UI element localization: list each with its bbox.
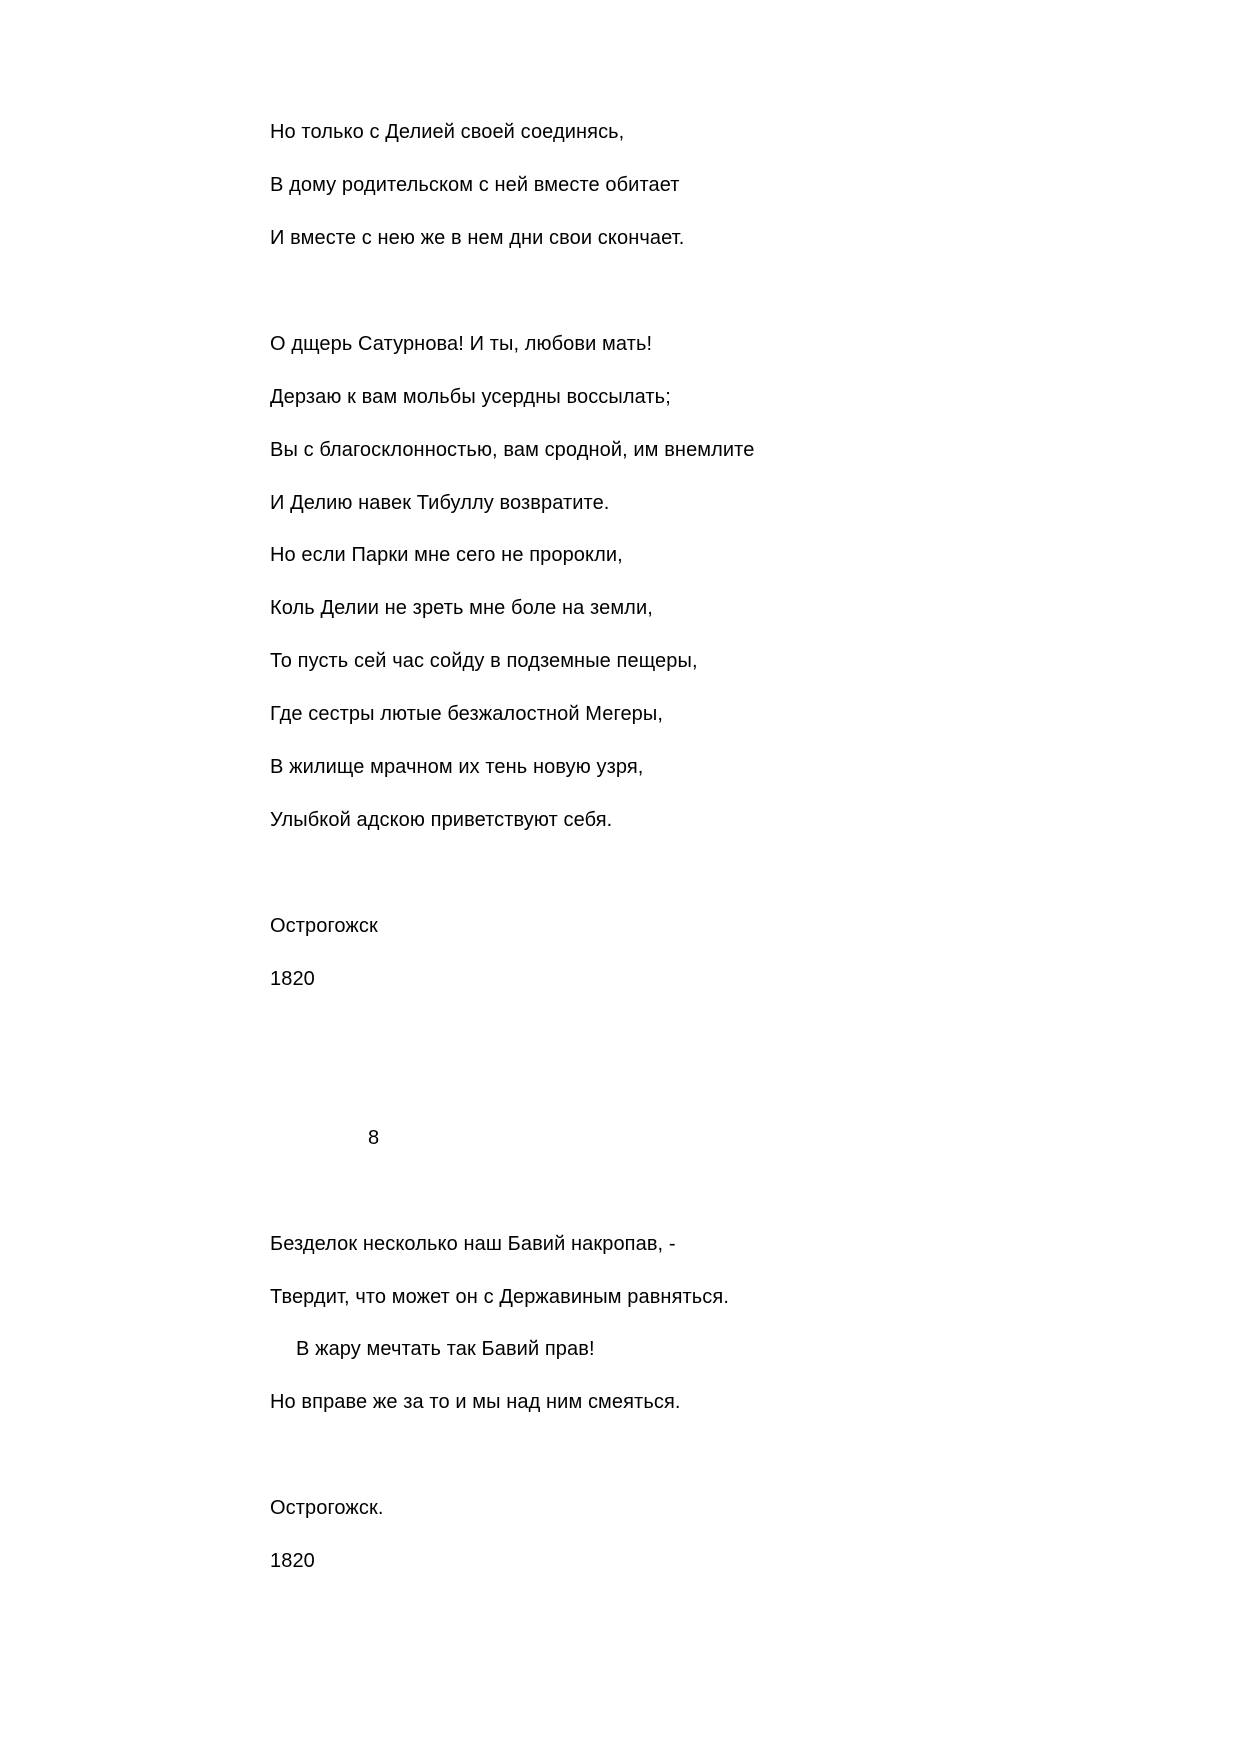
poem1-line-5: Дерзаю к вам мольбы усердны воссылать;: [270, 386, 671, 408]
poem2-place: Острогожск.: [270, 1497, 384, 1519]
poem1-line-8: Но если Парки мне сего не пророкли,: [270, 544, 623, 566]
poem2-line-3: В жару мечтать так Бавий прав!: [296, 1338, 595, 1360]
poem1-line-11: Где сестры лютые безжалостной Мегеры,: [270, 703, 664, 725]
poem1-year: 1820: [270, 968, 315, 990]
poem1-place: Острогожск: [270, 915, 378, 937]
poem2-year: 1820: [270, 1550, 315, 1572]
poem1-line-3: И вместе с нею же в нем дни свои скончает.: [270, 227, 685, 249]
poem1-line-13: Улыбкой адскою приветствуют себя.: [270, 809, 613, 831]
poem1-line-7: И Делию навек Тибуллу возвратите.: [270, 492, 610, 514]
poem1-line-2: В дому родительском с ней вместе обитает: [270, 174, 680, 196]
poem1-line-9: Коль Делии не зреть мне боле на земли,: [270, 597, 653, 619]
poem1-line-1: Но только с Делией своей соединясь,: [270, 121, 625, 143]
poem1-line-10: То пусть сей час сойду в подземные пещеры,: [270, 650, 698, 672]
poem2-number: 8: [368, 1127, 380, 1149]
poem1-line-4: О дщерь Сатурнова! И ты, любови мать!: [270, 333, 653, 355]
poem1-line-12: В жилище мрачном их тень новую узря,: [270, 756, 644, 778]
poem2-line-1: Безделок несколько наш Бавий накропав, -: [270, 1233, 676, 1255]
poem1-line-6: Вы с благосклонностью, вам сродной, им внемлите: [270, 439, 755, 461]
poem2-line-2: Твердит, что может он с Державиным равняться.: [270, 1286, 729, 1308]
poem2-line-4: Но вправе же за то и мы над ним смеяться.: [270, 1391, 681, 1413]
